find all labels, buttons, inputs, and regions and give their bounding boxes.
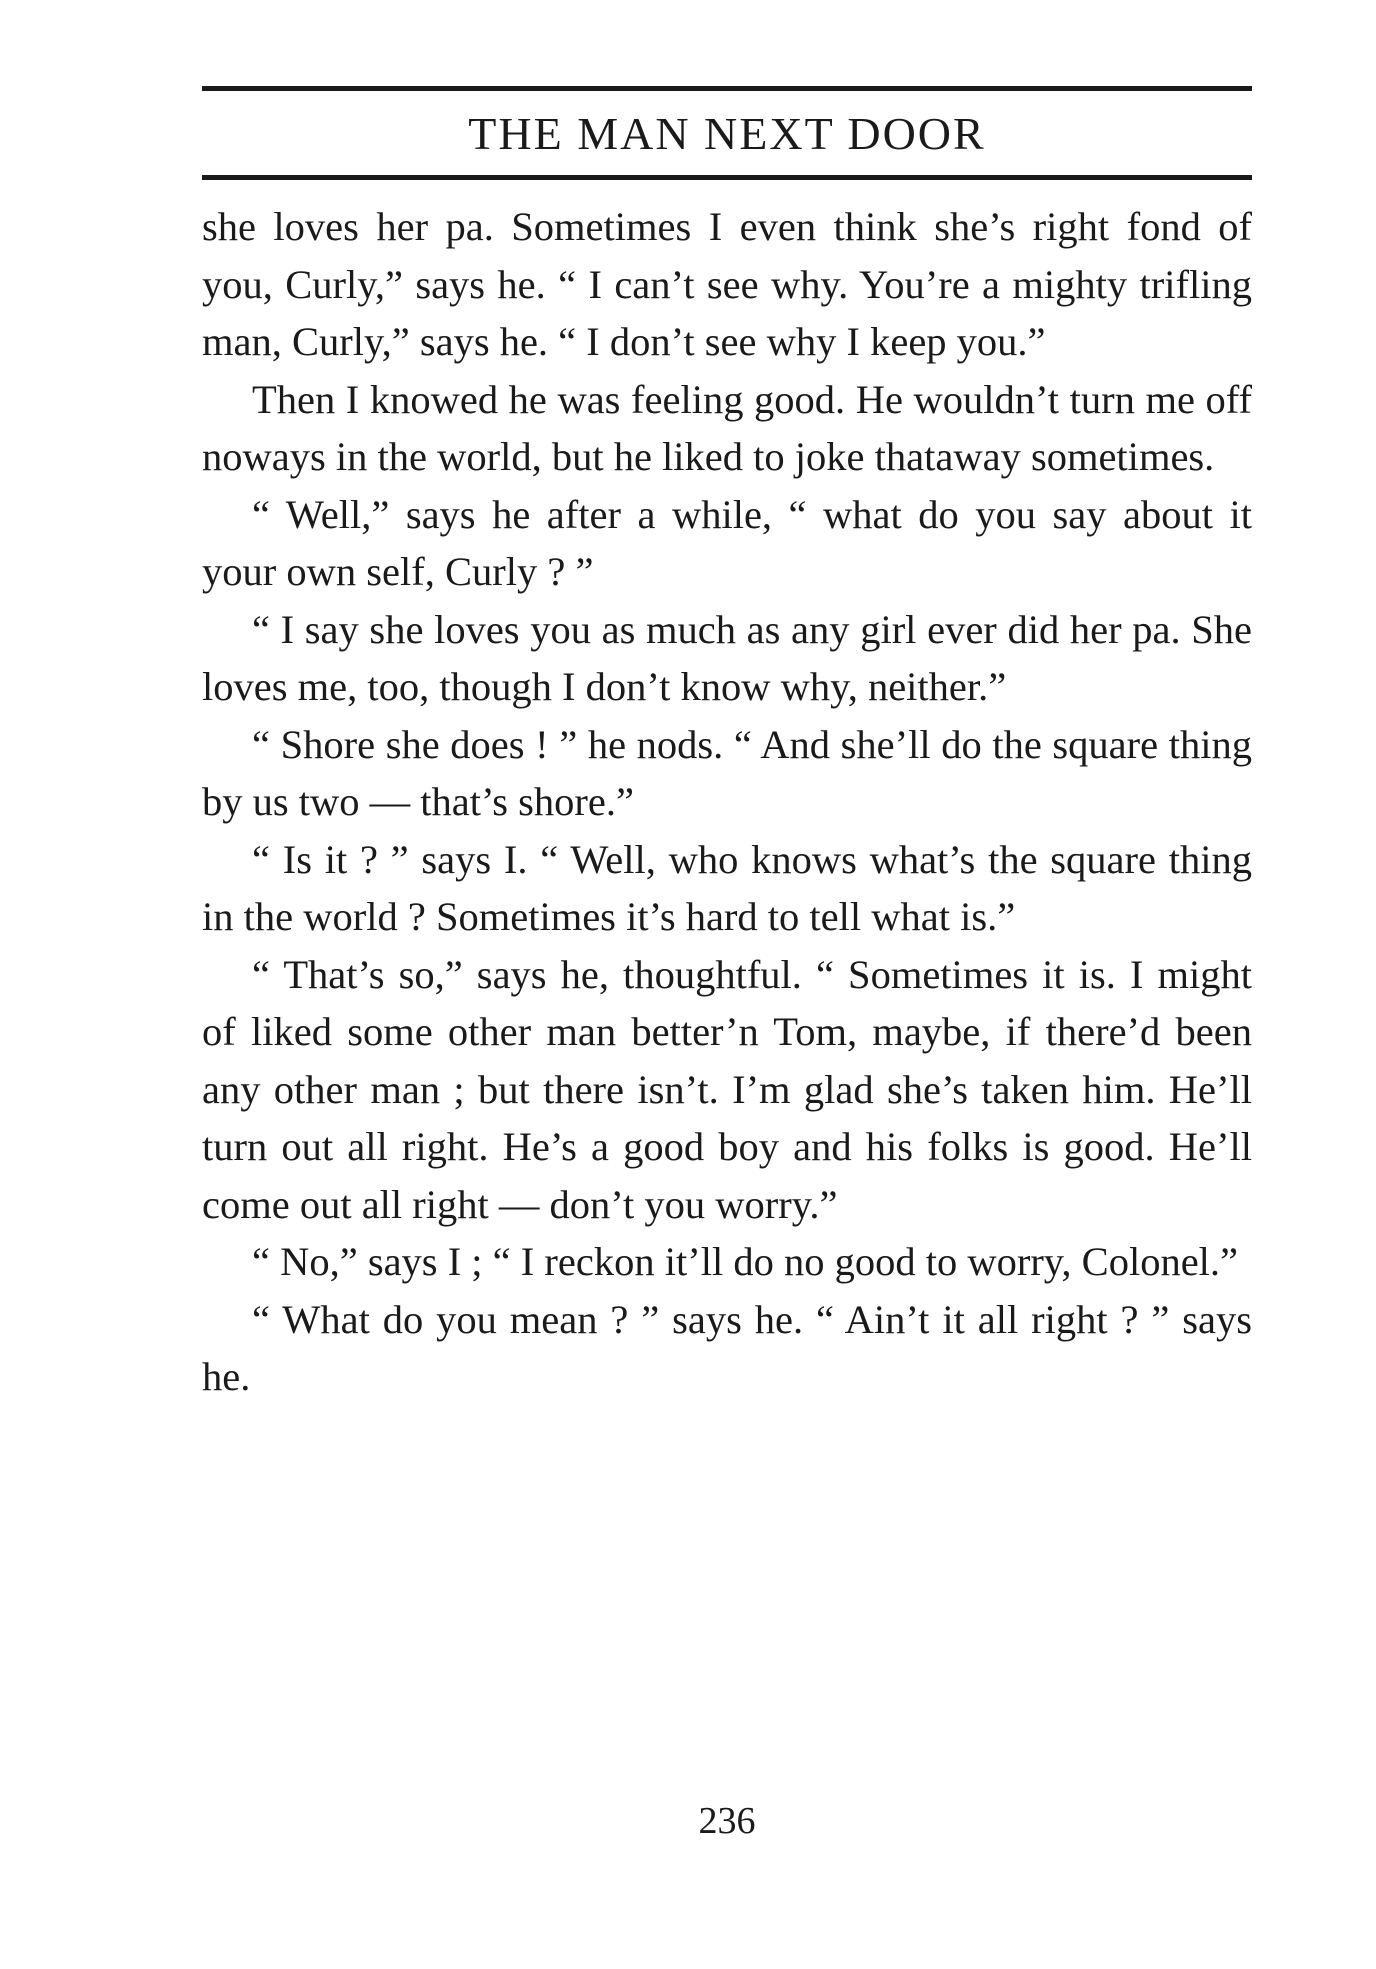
paragraph: Then I knowed he was feeling good. He wouldn’t turn me off noways in the world, but he liked to joke thataway sometimes. [202, 376, 1252, 479]
paragraph: “ Shore she does ! ” he nods. “ And she’ll do the square thing by us two — that’s shore.” [202, 721, 1252, 824]
paragraph: “ No,” says I ; “ I reckon it’ll do no good to worry, Colonel.” [252, 1239, 1239, 1284]
paragraph: “ Is it ? ” says I. “ Well, who knows what’s the square thing in the world ? Sometimes it’s hard to tell what is.” [202, 836, 1252, 939]
page-number: 236 [698, 1800, 756, 1842]
paragraph: “ What do you mean ? ” says he. “ Ain’t it all right ? ” says he. [202, 1296, 1252, 1399]
book-page [202, 86, 1252, 1842]
header-rule-bottom [202, 175, 1252, 180]
paragraph: “ That’s so,” says he, thoughtful. “ Sometimes it is. I might of liked some other man better’n Tom, maybe, if there’d been any other man ; but there isn’t. I’m glad she’s taken him. He’ll turn out all right. He’s a good boy and his folks is good. He’ll come out all right — don’t you worry.” [202, 951, 1252, 1227]
paragraph: she loves her pa. Sometimes I even think she’s right fond of you, Curly,” says he. “ I can’t see why. You’re a mighty trifling man, Curly,” says he. “ I don’t see why I keep you.” [202, 204, 1252, 364]
body-text [202, 198, 1252, 1406]
running-head-title: THE MAN NEXT DOOR [468, 108, 986, 159]
paragraph: “ Well,” says he after a while, “ what do you say about it your own self, Curly ? ” [202, 491, 1252, 594]
paragraph: “ I say she loves you as much as any girl ever did her pa. She loves me, too, though I don’t know why, neither.” [202, 606, 1252, 709]
